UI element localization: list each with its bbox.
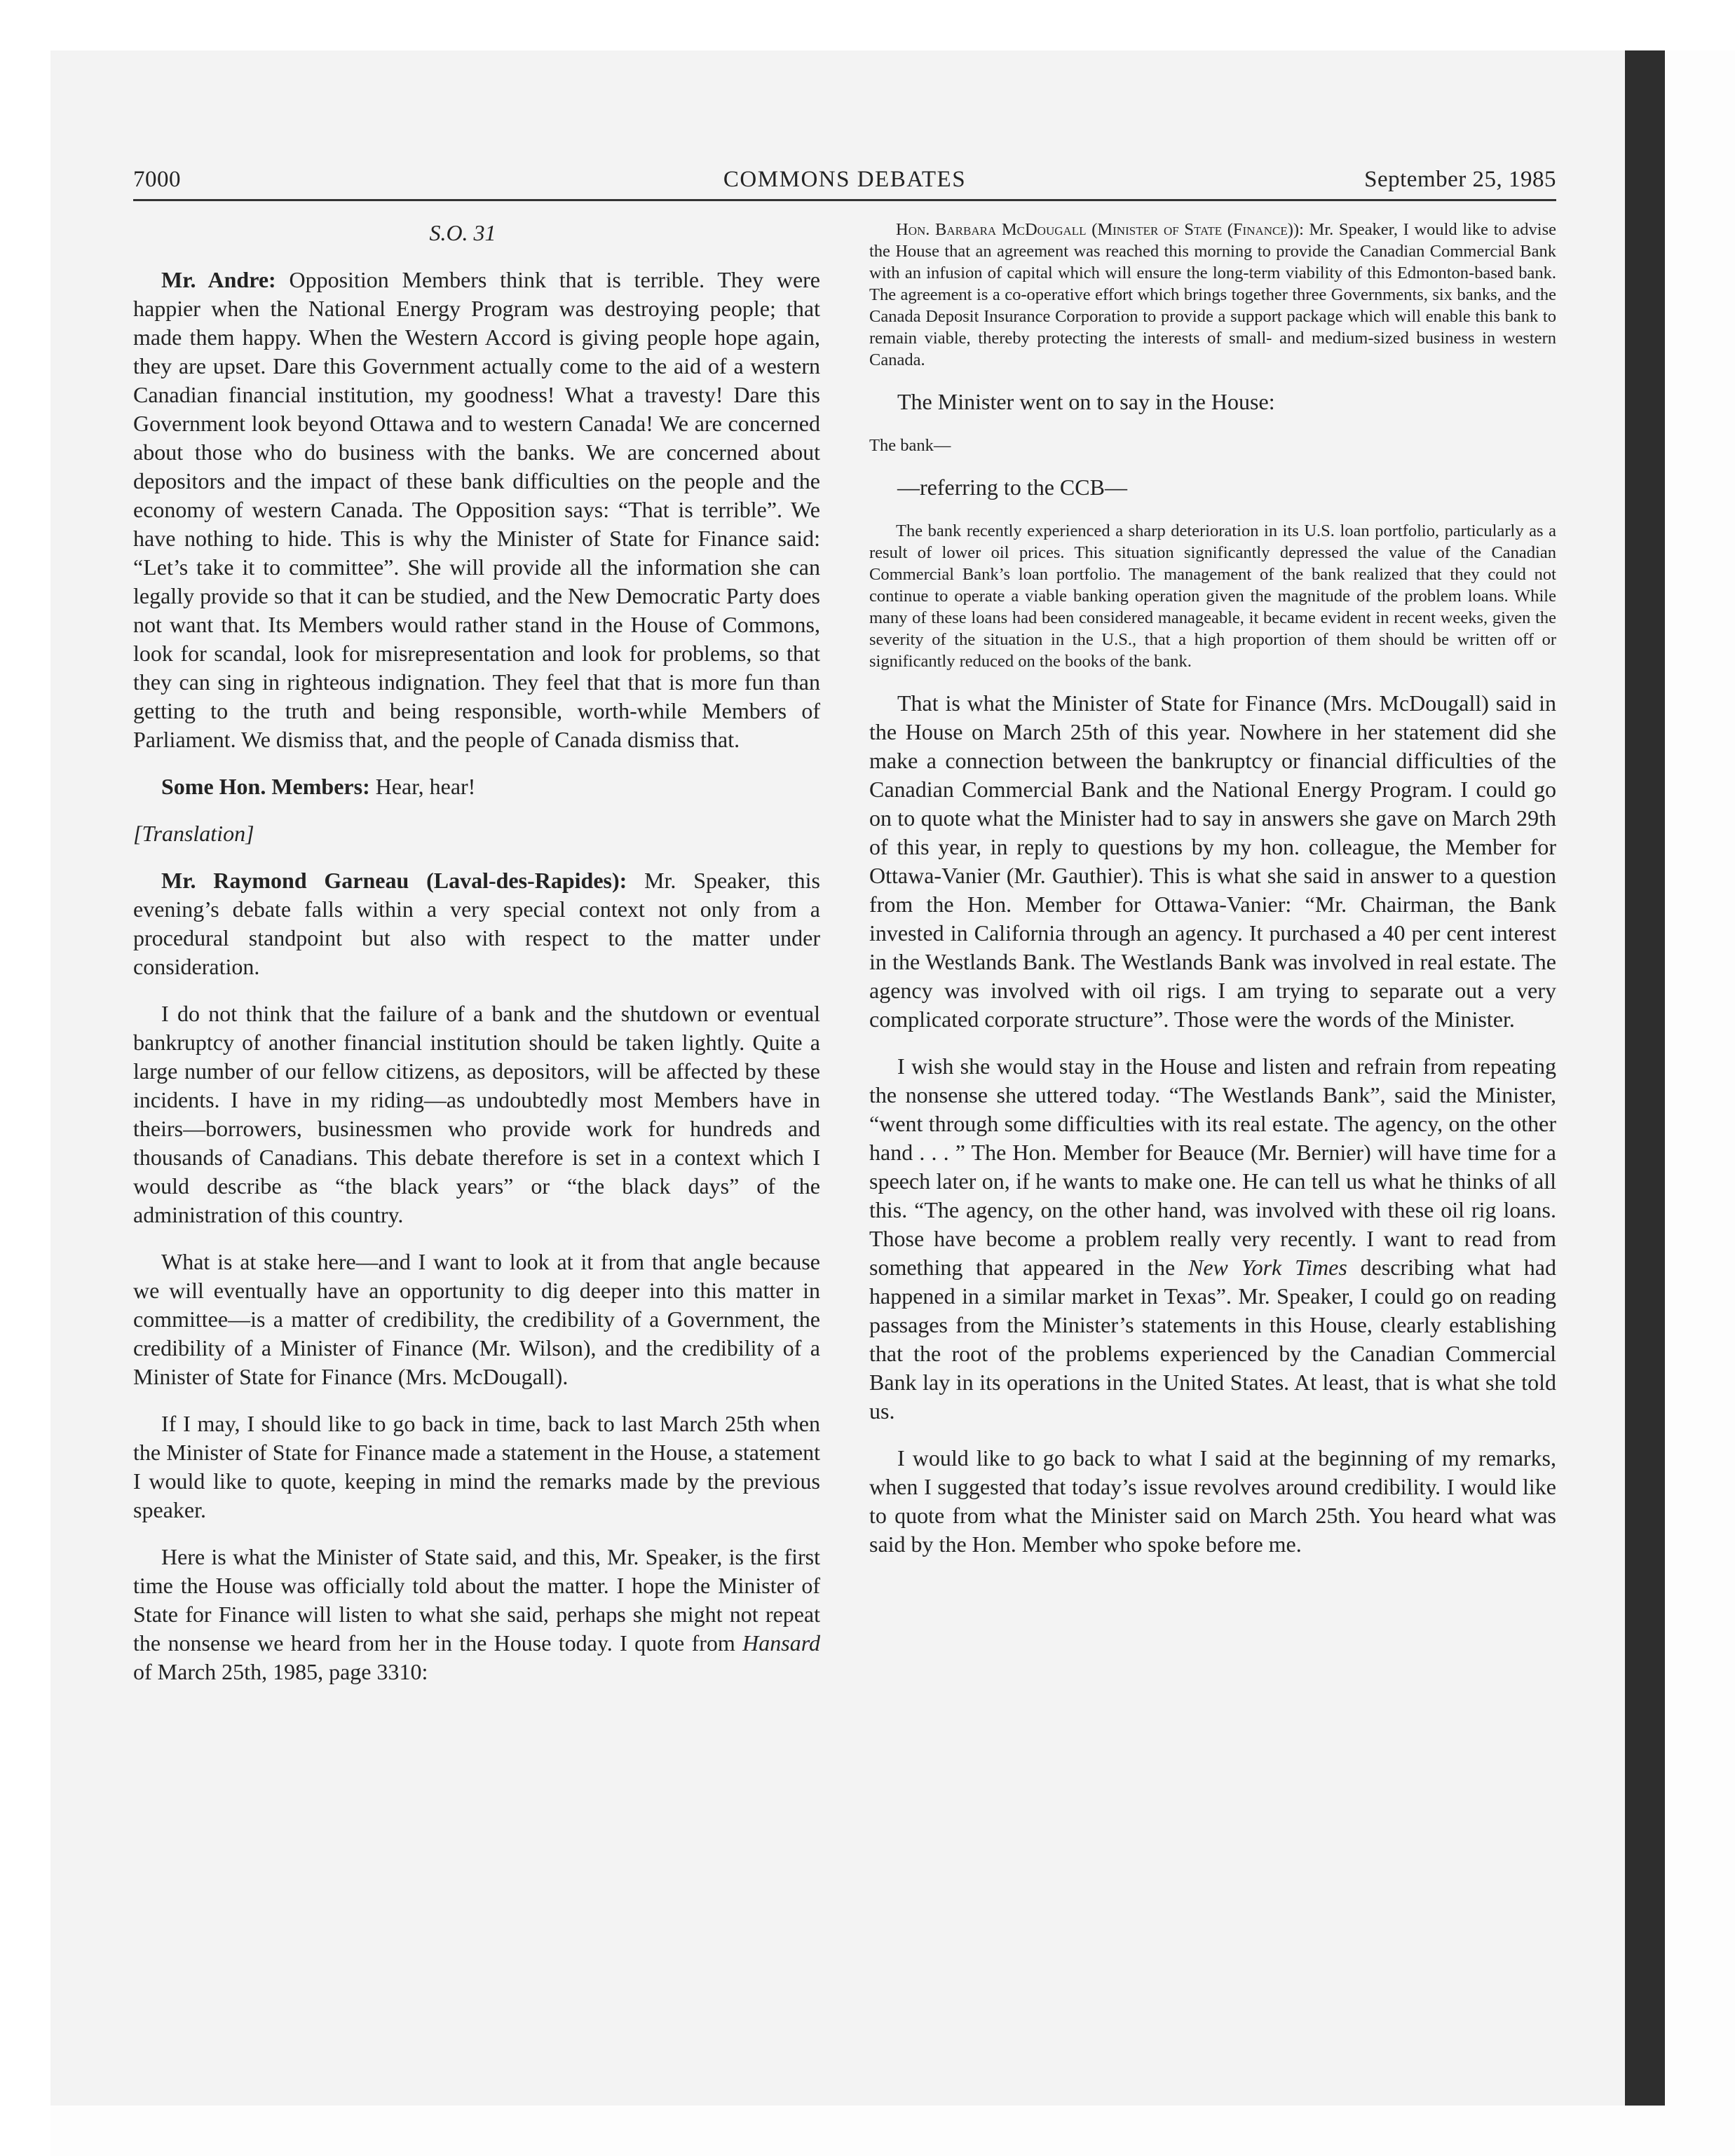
publication-name: Hansard [742, 1630, 820, 1656]
paragraph [869, 1052, 1556, 1426]
bracket-close: ] [245, 821, 254, 846]
paragraph-text: Here is what the Minister of State said, and this, Mr. Speaker, is the first time the House was officially told about the matter. I hope the Minister of State for Finance will listen to what she said, perhaps she might not repeat the nonsense we heard from her in the House today. I quote from [133, 1544, 820, 1656]
scan-edge-shadow [1625, 50, 1665, 2106]
block-quote: The bank— [869, 436, 951, 455]
publication-name: New York Times [1188, 1255, 1347, 1280]
paragraph [133, 266, 820, 754]
paragraph-text: Mr. Speaker, this evening’s debate falls within a very special context not only from a procedural standpoint but also with respect to the matter under consideration. [133, 868, 821, 979]
section-label: S.O. 31 [429, 220, 496, 245]
paragraph-text: describing what had happened in a similar market in Texas”. Mr. Speaker, I could go on reading passages from the Minister’s statements in this House, clearly establishing that the root of the problems experienced by the Canadian Commercial Bank lay in its operations in the United States. At least, that is what she told us. [869, 1255, 1556, 1424]
page-number: 7000 [133, 167, 181, 192]
quote-text: Mr. Speaker, I would like to advise the House that an agreement was reached this morning to provide the Canadian Commercial Bank with an infusion of capital which will ensure the long-term viability of this Edmonton-based bank. The agreement is a co-operative effort which brings together three Governments, six banks, and the Canada Deposit Insurance Corporation to provide a support package which will enable this bank to remain viable, thereby protecting the interests of small- and medium-sized business in western Canada. [869, 220, 1556, 369]
scan-margin-top [0, 0, 1735, 50]
paragraph-text: of March 25th, 1985, page 3310: [133, 1659, 428, 1684]
speaker-name: Hon. Barbara McDougall (Minister of State (Finance)): [896, 220, 1304, 239]
paragraph: —referring to the CCB— [897, 475, 1127, 500]
translation-label: Translation [142, 821, 246, 846]
block-quote [869, 219, 1556, 371]
paragraph-text: Opposition Members think that is terrible. They were happier when the National Energy Program was destroying people; that made them happy. When the Western Accord is giving people hope again, they are upset. Dare this Government actually come to the aid of a western Canadian financial institution, my goodness! What a travesty! Dare this Government look beyond Ottawa and to western Canada! We are concerned about those who do business with the banks. We are concerned about depositors and the impact of these bank difficulties on the people and the economy of western Canada. The Opposition says: “That is terrible”. We have nothing to hide. This is why the Minister of State for Finance said: “Let’s take it to committee”. She will provide all the information she can legally provide so that it can be studied, and the New Democratic Party does not want that. Its Members would rather stand in the House of Commons, look for scandal, look for misrepresentation and look for problems, so that they can sing in righteous indignation. They feel that that is more fun than getting to the truth and being responsible, worth-while Members of Parliament. We dismiss that, and the people of Canada dismiss that. [133, 267, 820, 752]
header-date: September 25, 1985 [1364, 167, 1556, 192]
publication-title: COMMONS DEBATES [723, 167, 967, 192]
header-rule [133, 199, 1556, 201]
paragraph [133, 1543, 820, 1686]
paragraph: If I may, I should like to go back in time, back to last March 25th when the Minister of State for Finance made a statement in the House, a statement I would like to quote, keeping in mind the remarks made by the previous speaker. [133, 1411, 820, 1522]
speaker-name: Mr. Andre: [161, 267, 276, 292]
right-column [869, 219, 1556, 1577]
bracket-open: [ [133, 821, 142, 846]
speaker-name: Mr. Raymond Garneau (Laval-des-Rapides): [161, 868, 627, 893]
paragraph: I do not think that the failure of a bank and the shutdown or eventual bankruptcy of another financial institution should be taken lightly. Quite a large number of our fellow citizens, as depositors, will be affected by these incidents. I have in my riding—as undoubtedly most Members have in theirs—borrowers, businessmen who provide work for hundreds and thousands of Canadians. This debate therefore is set in a context which I would describe as “the black years” or “the black days” of the administration of this country. [133, 1001, 820, 1227]
scan-margin-left [0, 0, 50, 2156]
paragraph: I would like to go back to what I said at the beginning of my remarks, when I suggested that today’s issue revolves around credibility. I would like to quote from what the Minister said on March 25th. You heard what was said by the Hon. Member who spoke before me. [869, 1445, 1556, 1557]
running-header [133, 163, 1556, 202]
paragraph: What is at stake here—and I want to look at it from that angle because we will eventually have an opportunity to dig deeper into this matter in committee—is a matter of credibility, the credibility of a Government, the credibility of a Minister of Finance (Mr. Wilson), and the credibility of a Minister of State for Finance (Mrs. McDougall). [133, 1249, 820, 1389]
left-column [133, 219, 820, 1705]
paragraph-text: Hear, hear! [369, 774, 476, 799]
paragraph: The Minister went on to say in the House: [897, 389, 1275, 414]
speaker-name: Some Hon. Members: [161, 774, 370, 799]
paragraph [133, 772, 820, 801]
translation-marker [133, 819, 820, 848]
paragraph: That is what the Minister of State for Finance (Mrs. McDougall) said in the House on March 25th of this year. Nowhere in her statement did she make a connection between the bankruptcy or financial difficulties of the Canadian Commercial Bank and the National Energy Program. I could go on to quote what the Minister had to say in answers she gave on March 29th of this year, in reply to questions by my hon. colleague, the Member for Ottawa-Vanier (Mr. Gauthier). This is what she said in answer to a question from the Hon. Member for Ottawa-Vanier: “Mr. Chairman, the Bank invested in California through an agency. It purchased a 40 per cent interest in the Westlands Bank. The Westlands Bank was involved in real estate. The agency was involved with oil rigs. I am trying to separate out a very complicated corporate structure”. Those were the words of the Minister. [869, 690, 1556, 1032]
block-quote: The bank recently experienced a sharp deterioration in its U.S. loan portfolio, particularly as a result of lower oil prices. This situation significantly depressed the value of the Canadian Commercial Bank’s loan portfolio. The management of the bank realized that they could not continue to operate a viable banking operation given the magnitude of the problem loans. While many of these loans had been considered manageable, it became evident in recent weeks, given the severity of the situation in the U.S., that a high proportion of them should be written off or significantly reduced on the books of the bank. [869, 521, 1556, 671]
paragraph-text: I wish she would stay in the House and listen and refrain from repeating the nonsense she uttered today. “The Westlands Bank”, said the Minister, “went through some difficulties with its real estate. The agency, on the other hand . . . ” The Hon. Member for Beauce (Mr. Bernier) will have time for a speech later on, if he wants to make one. He can tell us what he thinks of all this. “The agency, on the other hand, was involved with these oil rig loans. Those have become a problem really very recently. I want to read from something that appeared in the [869, 1053, 1556, 1280]
document-page [133, 163, 1556, 1936]
paragraph [133, 866, 820, 981]
